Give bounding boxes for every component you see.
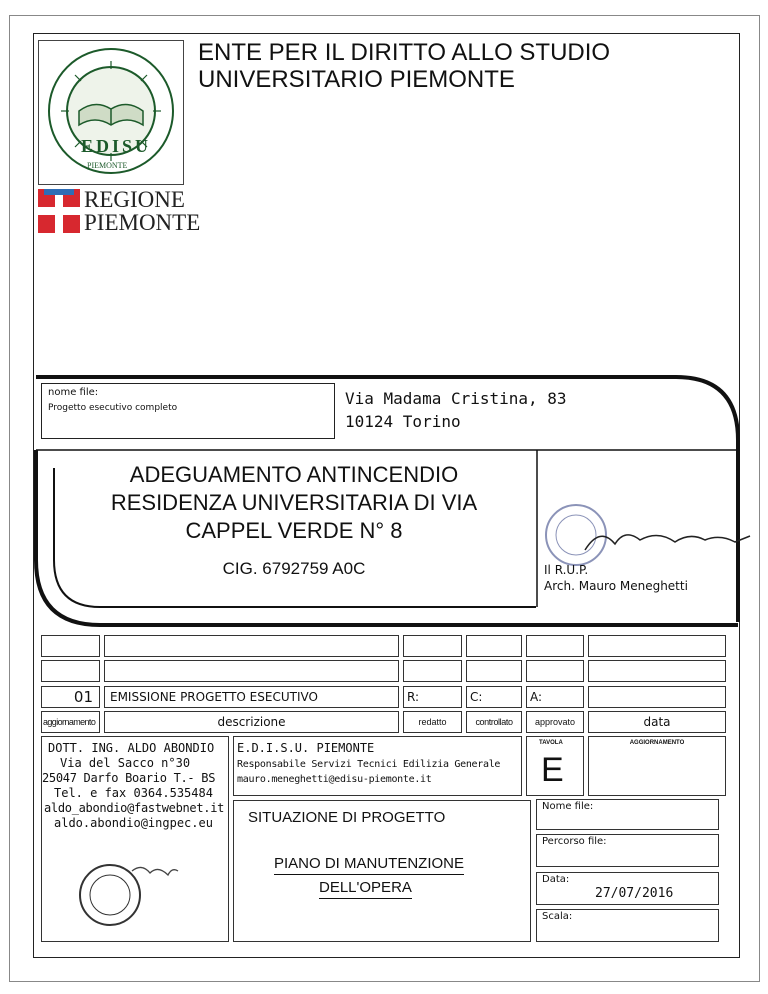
regione-flag-icon: [38, 189, 80, 233]
rev-cell-empty-2f: [588, 660, 726, 682]
address-line2: 10124 Torino: [345, 412, 461, 431]
rev-cell-empty-2d: [466, 660, 522, 682]
data-label: Data:: [542, 874, 570, 885]
header-approvato-cell: [526, 711, 584, 733]
rev-cell-empty-2b: [104, 660, 399, 682]
client-line2: Responsabile Servizi Tecnici Edilizia Generale: [237, 759, 501, 770]
header-data: data: [643, 715, 671, 729]
designer-line2: Via del Sacco n°30: [60, 756, 191, 770]
rup-label: Il R.U.P.: [544, 563, 589, 577]
project-title-line2: RESIDENZA UNIVERSITARIA DI VIA: [110, 490, 478, 515]
header-aggiornamento: aggiornamento: [43, 717, 96, 727]
tavola-label: TAVOLA: [539, 740, 563, 746]
scala-label: Scala:: [542, 911, 573, 922]
org-title-line1: ENTE PER IL DIRITTO ALLO STUDIO: [198, 39, 611, 66]
tavola-cell: [526, 736, 584, 796]
rev-description: EMISSIONE PROGETTO ESECUTIVO: [110, 690, 318, 704]
rev-c-cell: [466, 686, 522, 708]
rup-name: Arch. Mauro Meneghetti: [544, 579, 688, 593]
data-value: 27/07/2016: [595, 886, 674, 901]
rev-cell-empty-1a: [41, 635, 100, 657]
aggiornamento-label: AGGIORNAMENTO: [629, 740, 685, 746]
rev-a-cell: [526, 686, 584, 708]
data-cell: [536, 872, 719, 905]
rev-number-cell: [41, 686, 100, 708]
rup-signature-icon: [580, 518, 760, 558]
document-title-line2: DELL'OPERA: [319, 879, 412, 899]
header-redatto: redatto: [418, 717, 447, 727]
rev-cell-empty-2e: [526, 660, 584, 682]
nome-file-label: Nome file:: [542, 801, 594, 812]
header-aggiornamento-cell: [41, 711, 100, 733]
designer-line1: DOTT. ING. ALDO ABONDIO: [48, 741, 215, 755]
edisu-sub: PIEMONTE: [87, 161, 128, 170]
rev-cell-empty-2c: [403, 660, 462, 682]
designer-stamp-icon: [72, 859, 182, 929]
client-line1: E.D.I.S.U. PIEMONTE: [237, 741, 375, 755]
rev-r: R:: [407, 690, 420, 704]
scala-cell: [536, 909, 719, 942]
file-name-box: [41, 383, 335, 439]
client-line3: mauro.meneghetti@edisu-piemonte.it: [237, 774, 432, 785]
regione-line1: REGIONE: [84, 187, 185, 212]
file-name-label: nome file:: [48, 387, 99, 398]
rev-cell-empty-2a: [41, 660, 100, 682]
tavola-value: E: [541, 751, 564, 789]
file-name-value: Progetto esecutivo completo: [48, 403, 178, 413]
header-descrizione: descrizione: [217, 715, 286, 729]
rev-cell-empty-1b: [104, 635, 399, 657]
edisu-wordmark: EDISU: [81, 136, 152, 156]
designer-line4: Tel. e fax 0364.535484: [54, 786, 213, 800]
rev-cell-empty-1c: [403, 635, 462, 657]
aggiornamento-cell: [588, 736, 726, 796]
header-descrizione-cell: [104, 711, 399, 733]
header-controllato: controllato: [475, 717, 513, 727]
edisu-logo-frame: [38, 40, 184, 185]
rev-date-cell: [588, 686, 726, 708]
header-redatto-cell: [403, 711, 462, 733]
percorso-file-cell: [536, 834, 719, 867]
org-title-line2: UNIVERSITARIO PIEMONTE: [198, 66, 515, 93]
nome-file-cell: [536, 799, 719, 830]
rev-cell-empty-1e: [526, 635, 584, 657]
rev-r-cell: [403, 686, 462, 708]
situation-label: SITUAZIONE DI PROGETTO: [248, 809, 446, 826]
client-block: [233, 736, 522, 796]
designer-block: [41, 736, 229, 942]
header-controllato-cell: [466, 711, 522, 733]
rev-cell-empty-1d: [466, 635, 522, 657]
document-title-line1: PIANO DI MANUTENZIONE: [274, 855, 464, 875]
project-title-line1: ADEGUAMENTO ANTINCENDIO: [129, 462, 459, 487]
document-title-block: [233, 800, 531, 942]
header-approvato: approvato: [534, 717, 576, 727]
rev-cell-empty-1f: [588, 635, 726, 657]
designer-line6: aldo.abondio@ingpec.eu: [54, 816, 213, 830]
regione-logo: [38, 187, 201, 235]
rev-number: 01: [73, 688, 93, 706]
regione-line2: PIEMONTE: [84, 210, 201, 235]
cig-code: CIG. 6792759 A0C: [222, 559, 366, 578]
designer-line3: 25047 Darfo Boario T.- BS: [42, 771, 216, 785]
percorso-file-label: Percorso file:: [542, 836, 607, 847]
header-data-cell: [588, 711, 726, 733]
designer-line5: aldo_abondio@fastwebnet.it: [44, 801, 225, 815]
rev-description-cell: [104, 686, 399, 708]
rev-a: A:: [530, 690, 543, 704]
rev-c: C:: [470, 690, 483, 704]
project-title-line3: CAPPEL VERDE N° 8: [185, 518, 403, 543]
address-line1: Via Madama Cristina, 83: [345, 389, 567, 408]
